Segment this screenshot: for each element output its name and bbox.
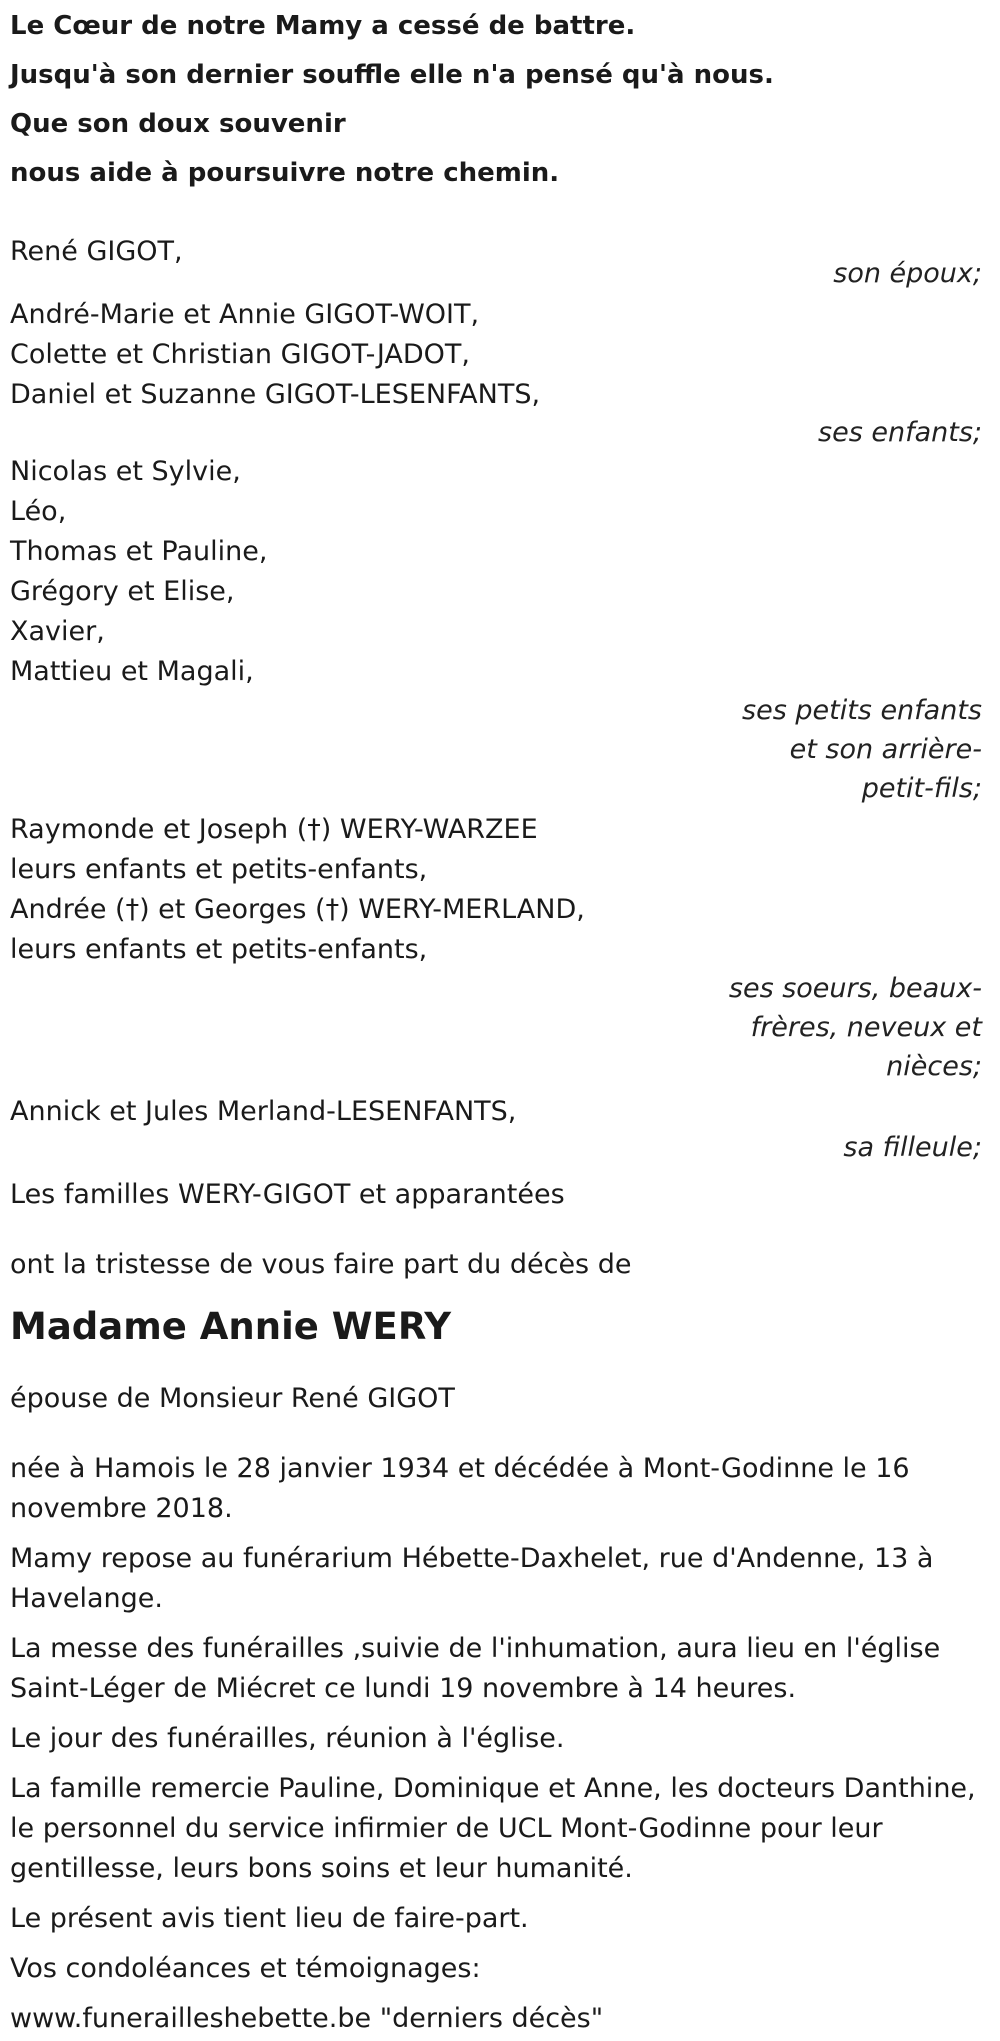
obituary-page xyxy=(0,6,1000,2039)
poem-line: nous aide à poursuivre notre chemin. xyxy=(10,158,560,188)
child-name: Colette et Christian GIGOT-JADOT, xyxy=(10,339,470,370)
grandchild-name: Léo, xyxy=(10,496,67,527)
children-block xyxy=(10,295,990,452)
children-relation: ses enfants; xyxy=(818,417,982,448)
mass-paragraph: La messe des funérailles ,suivie de l'inhumation, aura lieu en l'église Saint-Léger de Miécret ce lundi 19 novembre à 14 heures. xyxy=(10,1633,941,1704)
child-name: Daniel et Suzanne GIGOT-LESENFANTS, xyxy=(10,379,541,410)
grandchildren-block xyxy=(10,452,990,808)
poem-line: Jusqu'à son dernier souffle elle n'a pensé qu'à nous. xyxy=(10,60,774,90)
website-link[interactable]: www.funerailleshebette.be "derniers décès" xyxy=(10,2003,604,2034)
child-name: André-Marie et Annie GIGOT-WOIT, xyxy=(10,299,480,330)
goddaughter-relation: sa filleule; xyxy=(843,1132,982,1163)
sibling-name: Raymonde et Joseph (†) WERY-WARZEE xyxy=(10,814,538,845)
sibling-name: leurs enfants et petits-enfants, xyxy=(10,854,428,885)
spouse-name: René GIGOT, xyxy=(10,236,183,267)
spouse-of-line: épouse de Monsieur René GIGOT xyxy=(10,1383,455,1414)
spouse-block xyxy=(10,232,990,293)
families-line: Les familles WERY-GIGOT et apparantées xyxy=(10,1179,565,1210)
birth-death-paragraph: née à Hamois le 28 janvier 1934 et décédée à Mont-Godinne le 16 novembre 2018. xyxy=(10,1453,910,1524)
thanks-paragraph: La famille remercie Pauline, Dominique et Anne, les docteurs Danthine, le personnel du service infirmier de UCL Mont-Godinne pour leur gentillesse, leurs bons soins et leur humanité. xyxy=(10,1773,976,1884)
grandchild-name: Grégory et Elise, xyxy=(10,576,235,607)
opening-poem xyxy=(10,6,990,202)
siblings-relation-line: nièces; xyxy=(886,1051,982,1082)
grandchildren-relation-line: petit-fils; xyxy=(861,773,982,804)
meeting-paragraph: Le jour des funérailles, réunion à l'église. xyxy=(10,1723,565,1754)
grandchild-name: Mattieu et Magali, xyxy=(10,656,254,687)
siblings-relation-line: ses soeurs, beaux- xyxy=(728,973,982,1004)
goddaughter-name: Annick et Jules Merland-LESENFANTS, xyxy=(10,1096,517,1127)
grandchildren-relation-line: et son arrière- xyxy=(789,734,982,765)
condolences-paragraph: Vos condoléances et témoignages: xyxy=(10,1953,481,1984)
spouse-relation: son époux; xyxy=(833,258,982,289)
grandchild-name: Nicolas et Sylvie, xyxy=(10,456,241,487)
sibling-name: Andrée (†) et Georges (†) WERY-MERLAND, xyxy=(10,894,585,925)
grandchild-name: Thomas et Pauline, xyxy=(10,536,268,567)
notice-paragraph: Le présent avis tient lieu de faire-part. xyxy=(10,1903,529,1934)
siblings-relation-line: frères, neveux et xyxy=(750,1012,982,1043)
poem-line: Que son doux souvenir xyxy=(10,109,346,139)
grandchildren-relation-line: ses petits enfants xyxy=(742,695,982,726)
deceased-name: Madame Annie WERY xyxy=(10,1305,452,1348)
poem-line: Le Cœur de notre Mamy a cessé de battre. xyxy=(10,11,636,41)
sibling-name: leurs enfants et petits-enfants, xyxy=(10,934,428,965)
announcement-line: ont la tristesse de vous faire part du décès de xyxy=(10,1249,632,1280)
funerarium-paragraph: Mamy repose au funérarium Hébette-Daxhelet, rue d'Andenne, 13 à Havelange. xyxy=(10,1543,934,1614)
goddaughter-block xyxy=(10,1092,990,1167)
siblings-block xyxy=(10,810,990,1086)
grandchild-name: Xavier, xyxy=(10,616,105,647)
